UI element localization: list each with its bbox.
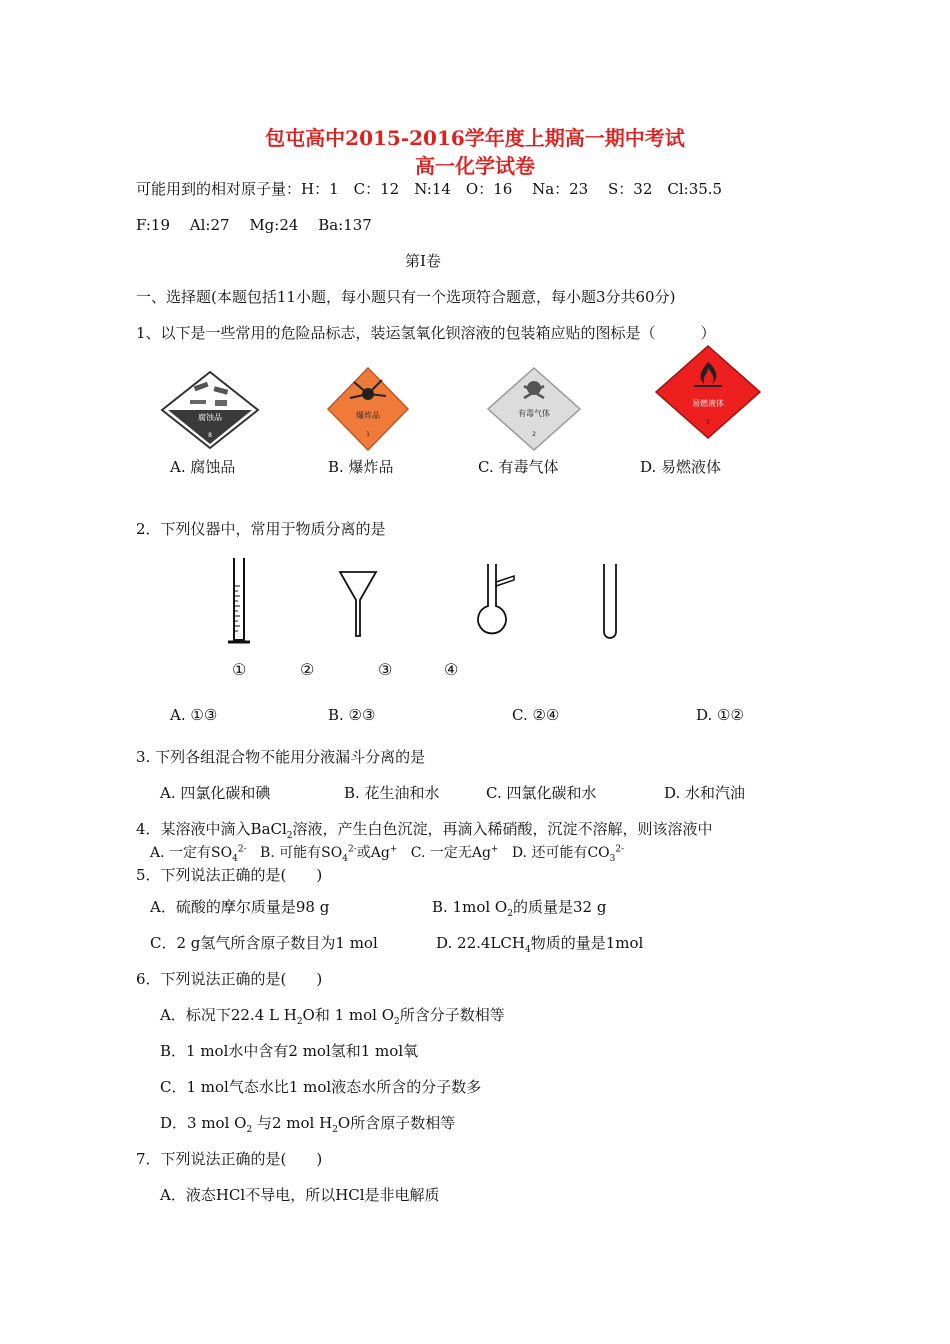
toxic-gas-sign-icon [486, 366, 582, 452]
q5-option-c: C．2 g氢气所含原子数目为1 mol [150, 934, 378, 952]
toxic-gas-sign-label: 有毒气体 [518, 409, 550, 418]
instrument-label-3: ③ [378, 660, 393, 679]
question-5-stem: 5．下列说法正确的是( ) [136, 866, 323, 884]
exam-subtitle: 高一化学试卷 [415, 154, 535, 178]
q2-option-c: C. ②④ [512, 706, 560, 724]
instrument-label-4: ④ [444, 660, 459, 679]
flammable-liquid-sign-label: 易燃液体 [692, 399, 724, 408]
q5-option-a: A．硫酸的摩尔质量是98 g [150, 898, 330, 916]
q4-option-c: C. 一定无Ag+ [410, 844, 499, 861]
funnel-icon [338, 570, 378, 640]
q3-option-a: A. 四氯化碳和碘 [160, 784, 271, 802]
instrument-label-1: ① [232, 660, 247, 679]
test-tube-icon [598, 562, 622, 644]
q6-option-c: C．1 mol气态水比1 mol液态水所含的分子数多 [160, 1078, 482, 1096]
question-4-stem: 4．某溶液中滴入BaCl$_2$溶液，产生白色沉淀，再滴入稀硝酸，沉淀不溶解，则该溶液中 [136, 820, 713, 841]
question-3-stem: 3. 下列各组混合物不能用分液漏斗分离的是 [136, 748, 426, 766]
q2-option-a: A. ①③ [170, 706, 218, 724]
q1-option-b: B. 爆炸品 [328, 458, 394, 476]
q3-option-d: D. 水和汽油 [664, 784, 746, 802]
atomic-masses-line1: 可能用到的相对原子量：H：1 C：12 N:14 O：16 Na：23 S：32 Cl:35.5 [136, 180, 723, 198]
section-heading: 一、选择题(本题包括11小题，每小题只有一个选项符合题意，每小题3分共60分) [136, 288, 676, 306]
q5-option-d: D. $22.4LCH_4$物质的量是1mol [436, 934, 644, 955]
toxic-gas-sign-number: 2 [532, 431, 536, 438]
question-2-stem: 2．下列仪器中，常用于物质分离的是 [136, 520, 386, 538]
q1-option-c: C. 有毒气体 [478, 458, 559, 476]
question-6-stem: 6．下列说法正确的是( ) [136, 970, 323, 988]
explosive-sign-number: 1 [366, 431, 370, 438]
q4-option-d: D. 还可能有$CO_3^{2-}$ [511, 844, 625, 864]
volume-label: 第Ⅰ卷 [405, 252, 441, 270]
question-1-stem: 1、以下是一些常用的危险品标志，装运氢氧化钡溶液的包装箱应贴的图标是（ ） [136, 324, 716, 342]
flammable-liquid-sign-number: 3 [706, 419, 710, 426]
corrosive-sign-label: 腐蚀品 [198, 413, 222, 422]
q1-option-d: D. 易燃液体 [640, 458, 722, 476]
corrosive-sign-icon [160, 370, 260, 450]
question-7-stem: 7．下列说法正确的是( ) [136, 1150, 323, 1168]
q6-option-a: A．标况下22.4 L $H_2O$和 1 mol $O_2$所含分子数相等 [160, 1006, 505, 1027]
instrument-label-2: ② [300, 660, 315, 679]
atomic-masses-line2: F:19 Al:27 Mg:24 Ba:137 [136, 216, 372, 234]
corrosive-sign-number: 8 [208, 432, 212, 439]
q3-option-b: B. 花生油和水 [344, 784, 440, 802]
q6-option-b: B．1 mol水中含有2 mol氢和1 mol氧 [160, 1042, 419, 1060]
q4-option-a: A. 一定有$SO_4^{2-}$ [150, 844, 247, 864]
q4-option-b: B. 可能有$SO_4^{2-}$或Ag+ [259, 844, 398, 864]
flammable-liquid-sign-icon [654, 344, 762, 440]
q6-option-d: D．3 mol $O_2$ 与2 mol $H_2O$所含原子数相等 [160, 1114, 456, 1135]
q2-option-d: D. ①② [696, 706, 744, 724]
graduated-cylinder-icon [224, 556, 254, 646]
q5-option-b: B. 1mol $O_2$的质量是32 g [432, 898, 607, 919]
q2-option-b: B. ②③ [328, 706, 376, 724]
q4-options [150, 842, 624, 864]
q7-option-a: A．液态HCl不导电，所以HCl是非电解质 [160, 1186, 440, 1204]
explosive-sign-icon [326, 366, 410, 452]
q3-option-c: C. 四氯化碳和水 [486, 784, 597, 802]
explosive-sign-label: 爆炸品 [356, 411, 380, 420]
distilling-flask-icon [470, 562, 522, 644]
exam-title: 包屯高中2015-2016学年度上期高一期中考试 [265, 126, 685, 150]
q1-option-a: A. 腐蚀品 [170, 458, 236, 476]
